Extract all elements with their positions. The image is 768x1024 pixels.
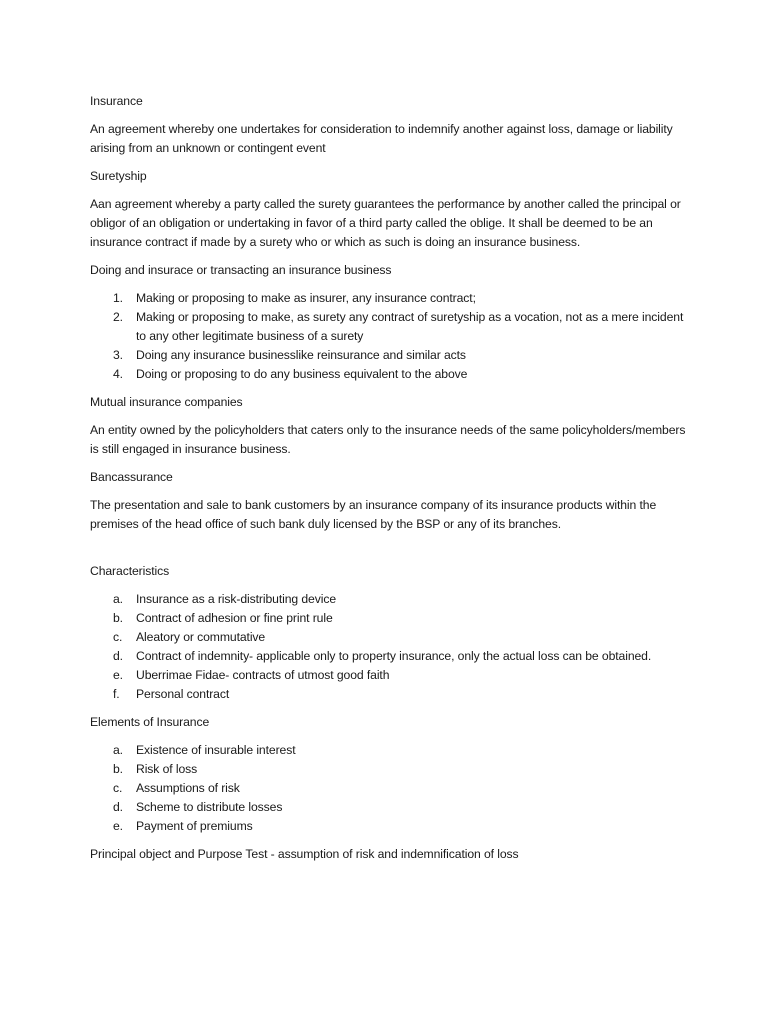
list-item-text: Insurance as a risk-distributing device bbox=[136, 592, 336, 606]
list-item bbox=[90, 779, 690, 798]
principal-object-test: Principal object and Purpose Test - assumption of risk and indemnification of loss bbox=[90, 847, 519, 861]
list-item-text: Uberrimae Fidae- contracts of utmost good faith bbox=[136, 668, 390, 682]
list-item bbox=[90, 590, 690, 609]
list-item bbox=[90, 798, 690, 817]
list-item-text: Contract of adhesion or fine print rule bbox=[136, 611, 333, 625]
list-item bbox=[90, 760, 690, 779]
list-marker: a. bbox=[113, 592, 123, 606]
list-marker: 2. bbox=[113, 310, 123, 324]
list-item bbox=[90, 609, 690, 628]
section-heading-characteristics: Characteristics bbox=[90, 564, 170, 578]
document-page bbox=[90, 92, 690, 864]
list-item bbox=[90, 365, 690, 384]
list-item-text: Risk of loss bbox=[136, 762, 198, 776]
list-item bbox=[90, 289, 690, 308]
list-item-text: Doing or proposing to do any business equivalent to the above bbox=[136, 367, 468, 381]
list-marker: d. bbox=[113, 800, 123, 814]
mutual-definition: An entity owned by the policyholders that caters only to the insurance needs of the same policyholders/members is still engaged in insurance business. bbox=[90, 423, 686, 456]
list-marker: 3. bbox=[113, 348, 123, 362]
list-item-text: Doing any insurance businesslike reinsurance and similar acts bbox=[136, 348, 466, 362]
characteristics-list bbox=[90, 590, 690, 704]
list-marker: b. bbox=[113, 762, 123, 776]
section-heading-elements: Elements of Insurance bbox=[90, 715, 210, 729]
list-item-text: Aleatory or commutative bbox=[136, 630, 266, 644]
list-item-text: Scheme to distribute losses bbox=[136, 800, 283, 814]
list-item-text: Assumptions of risk bbox=[136, 781, 240, 795]
list-item-text: Making or proposing to make as insurer, any insurance contract; bbox=[136, 291, 476, 305]
list-item bbox=[90, 346, 690, 365]
section-heading-bancassurance: Bancassurance bbox=[90, 470, 173, 484]
list-item bbox=[90, 666, 690, 685]
section-heading-insurance: Insurance bbox=[90, 94, 143, 108]
list-marker: c. bbox=[113, 630, 123, 644]
elements-list bbox=[90, 741, 690, 836]
list-item bbox=[90, 628, 690, 647]
list-item bbox=[90, 741, 690, 760]
list-marker: 4. bbox=[113, 367, 123, 381]
list-marker: b. bbox=[113, 611, 123, 625]
list-marker: e. bbox=[113, 819, 123, 833]
suretyship-definition: Aan agreement whereby a party called the surety guarantees the performance by another called the principal or obligor of an obligation or undertaking in favor of a third party called the oblige. It shall be deemed to be an insurance contract if made by a surety who or which as such is doing an insurance business. bbox=[90, 197, 681, 249]
list-item-text: Existence of insurable interest bbox=[136, 743, 296, 757]
list-item bbox=[90, 647, 690, 666]
doing-business-list bbox=[90, 289, 690, 384]
list-marker: d. bbox=[113, 649, 123, 663]
list-item bbox=[90, 685, 690, 704]
insurance-definition: An agreement whereby one undertakes for consideration to indemnify another against loss, damage or liability arising from an unknown or contingent event bbox=[90, 122, 673, 155]
list-item-text: Payment of premiums bbox=[136, 819, 253, 833]
list-marker: c. bbox=[113, 781, 123, 795]
list-marker: a. bbox=[113, 743, 123, 757]
list-item bbox=[90, 817, 690, 836]
list-item-text: Making or proposing to make, as surety any contract of suretyship as a vocation, not as a mere incident to any other legitimate business of a surety bbox=[136, 310, 684, 343]
list-item bbox=[90, 308, 690, 346]
section-heading-suretyship: Suretyship bbox=[90, 169, 147, 183]
list-item-text: Contract of indemnity- applicable only to property insurance, only the actual loss can be obtained. bbox=[136, 649, 652, 663]
section-heading-mutual: Mutual insurance companies bbox=[90, 395, 243, 409]
bancassurance-definition: The presentation and sale to bank customers by an insurance company of its insurance products within the premises of the head office of such bank duly licensed by the BSP or any of its branches. bbox=[90, 498, 657, 531]
list-item-text: Personal contract bbox=[136, 687, 230, 701]
list-marker: f. bbox=[113, 687, 120, 701]
section-heading-doing-business: Doing and insurace or transacting an insurance business bbox=[90, 263, 392, 277]
list-marker: e. bbox=[113, 668, 123, 682]
list-marker: 1. bbox=[113, 291, 123, 305]
